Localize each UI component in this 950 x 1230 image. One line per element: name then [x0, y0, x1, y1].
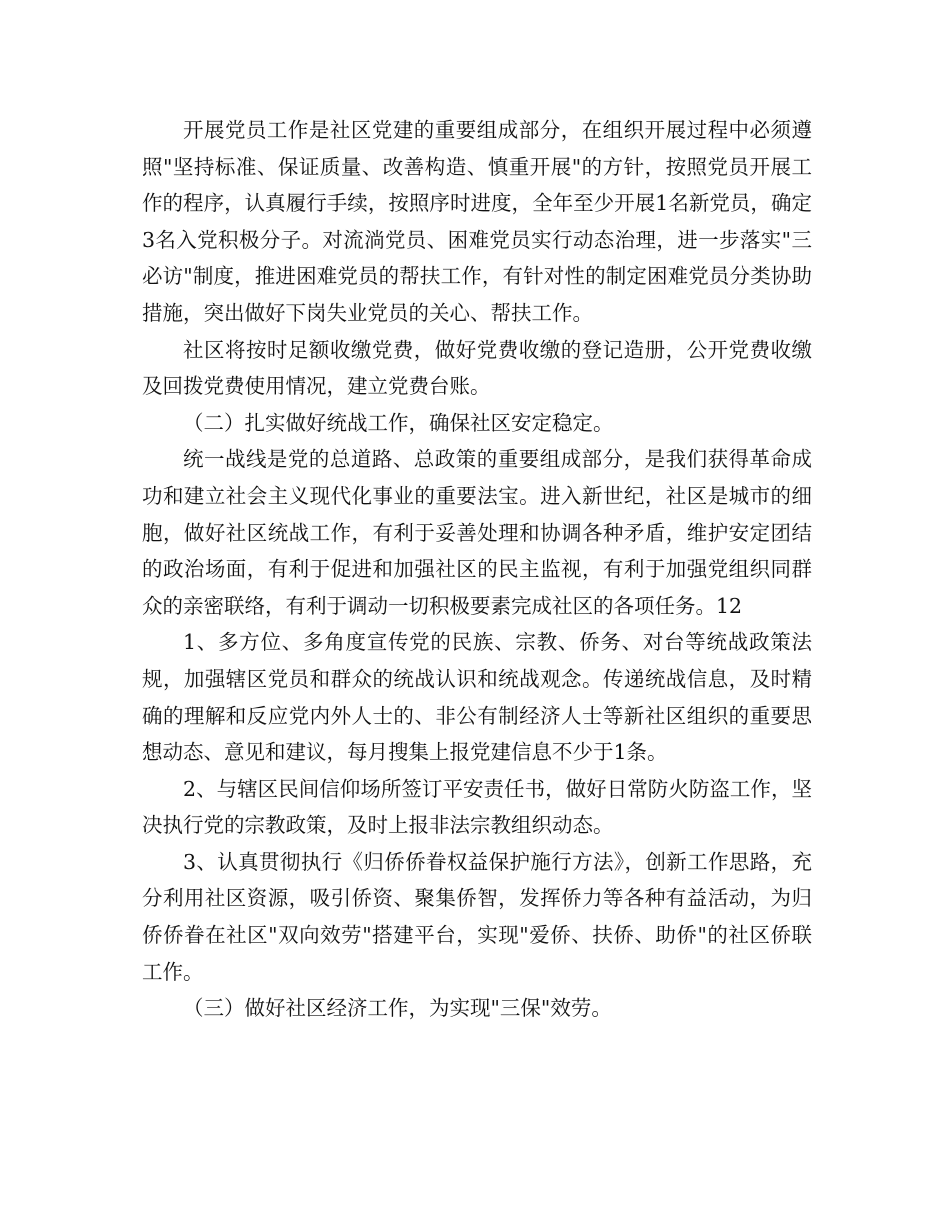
list-item-3-overseas-chinese: 3、认真贯彻执行《归侨侨眷权益保护施行方法》，创新工作思路，充分利用社区资源，吸引侨资、聚集侨智，发挥侨力等各种有益活动，为归侨侨眷在社区"双向效劳"搭建平台，实现"爱侨、扶侨、助侨"的社区侨联工作。 — [142, 849, 812, 984]
paragraph-party-member-development: 开展党员工作是社区党建的重要组成部分，在组织开展过程中必须遵照"坚持标准、保证质量、改善构造、慎重开展"的方针，按照党员开展工作的程序，认真履行手续，按照序时进度，全年至少开展1名新党员，确定3名入党积极分子。对流淌党员、困难党员实行动态治理，进一步落实"三必访"制度，推进困难党员的帮扶工作，有针对性的制定困难党员分类协助措施，突出做好下岗失业党员的关心、帮扶工作。 — [142, 118, 812, 325]
list-item-1-propaganda: 1、多方位、多角度宣传党的民族、宗教、侨务、对台等统战政策法规，加强辖区党员和群众的统战认识和统战观念。传递统战信息，及时精确的理解和反应党内外人士的、非公有制经济人士等新社区组织的重要思想动态、意见和建议，每月搜集上报党建信息不少于1条。 — [142, 630, 812, 765]
paragraph-party-dues: 社区将按时足额收缴党费，做好党费收缴的登记造册，公开党费收缴及回拨党费使用情况，建立党费台账。 — [142, 337, 812, 399]
document-page — [142, 112, 812, 1027]
section-heading-united-front: （二）扎实做好统战工作，确保社区安定稳定。 — [183, 410, 614, 435]
list-item-2-religious-sites: 2、与辖区民间信仰场所签订平安责任书，做好日常防火防盗工作，坚决执行党的宗教政策，及时上报非法宗教组织动态。 — [142, 776, 812, 838]
paragraph-united-front-intro: 统一战线是党的总道路、总政策的重要组成部分，是我们获得革命成功和建立社会主义现代化事业的重要法宝。进入新世纪，社区是城市的细胞，做好社区统战工作，有利于妥善处理和协调各种矛盾，维护安定团结的政治场面，有利于促进和加强社区的民主监视，有利于加强党组织同群众的亲密联络，有利于调动一切积极要素完成社区的各项任务。12 — [142, 447, 812, 618]
section-heading-economic-work: （三）做好社区经济工作，为实现"三保"效劳。 — [183, 996, 612, 1021]
